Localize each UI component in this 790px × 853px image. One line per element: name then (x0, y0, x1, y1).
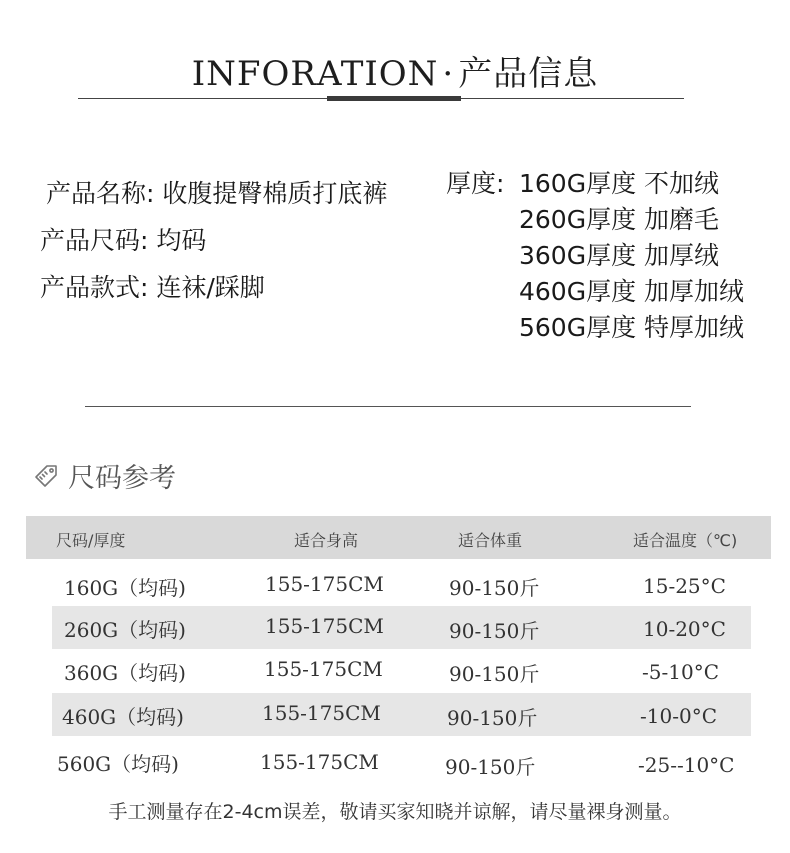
cell-size: 260G（均码) (64, 618, 186, 642)
header-size: 尺码/厚度 (56, 531, 126, 550)
cell-size: 160G（均码) (64, 576, 186, 600)
cell-size: 560G（均码) (57, 752, 179, 776)
cell-size: 460G（均码) (62, 705, 184, 729)
title-dot: · (442, 54, 455, 94)
header-height: 适合身高 (294, 531, 359, 550)
cell-temperature: 15-25°C (643, 574, 726, 598)
size-reference-title: 尺码参考 (68, 463, 176, 494)
cell-weight: 90-150斤 (445, 755, 536, 779)
title-english: INFORATION (191, 54, 439, 94)
ruler-tag-icon (32, 462, 60, 490)
section-title (0, 46, 790, 95)
cell-weight: 90-150斤 (449, 662, 540, 686)
thickness-label: 厚度: (446, 169, 505, 198)
thickness-item: 360G厚度 加厚绒 (519, 241, 720, 270)
thickness-item: 160G厚度 不加绒 (519, 169, 720, 198)
title-chinese: 产品信息 (458, 54, 599, 94)
size-table-header (26, 516, 771, 559)
cell-height: 155-175CM (262, 701, 381, 725)
header-temperature: 适合温度（℃) (633, 531, 738, 550)
thickness-list (446, 166, 744, 346)
title-underline-accent (327, 96, 461, 101)
cell-weight: 90-150斤 (449, 576, 540, 600)
measurement-note: 手工测量存在2-4cm误差，敬请买家知晓并谅解，请尽量裸身测量。 (108, 801, 682, 823)
cell-height: 155-175CM (264, 657, 383, 681)
cell-height: 155-175CM (265, 614, 384, 638)
cell-temperature: -10-0°C (640, 704, 717, 728)
size-reference-heading (32, 456, 176, 495)
thickness-item: 260G厚度 加磨毛 (519, 205, 720, 234)
product-info-list (40, 170, 387, 311)
cell-height: 155-175CM (260, 750, 379, 774)
header-weight: 适合体重 (458, 531, 523, 550)
product-name: 产品名称: 收腹提臀棉质打底裤 (46, 179, 388, 208)
cell-height: 155-175CM (265, 572, 384, 596)
thickness-item: 560G厚度 特厚加绒 (519, 313, 745, 342)
cell-temperature: -5-10°C (642, 660, 719, 684)
product-style: 产品款式: 连袜/踩脚 (40, 273, 265, 302)
cell-size: 360G（均码) (64, 661, 186, 685)
cell-weight: 90-150斤 (447, 706, 538, 730)
cell-weight: 90-150斤 (449, 619, 540, 643)
section-divider (85, 406, 691, 407)
cell-temperature: 10-20°C (643, 617, 726, 641)
product-size: 产品尺码: 均码 (40, 226, 207, 255)
thickness-item: 460G厚度 加厚加绒 (519, 277, 745, 306)
cell-temperature: -25--10°C (638, 753, 735, 777)
